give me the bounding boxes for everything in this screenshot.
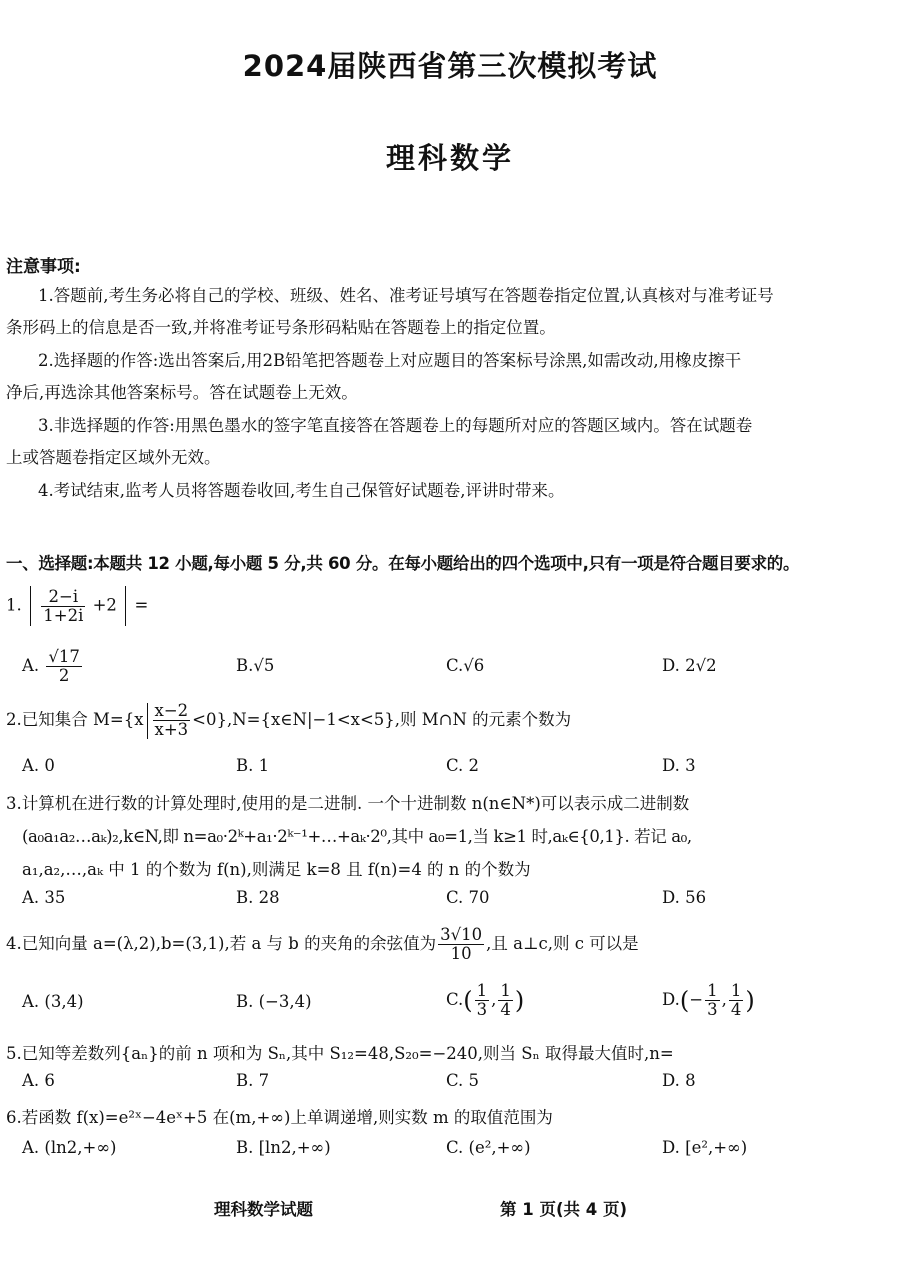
notice-line: 2.选择题的作答:选出答案后,用2B铅笔把答题卷上对应题目的答案标号涂黑,如需改动,用橡皮擦干 (38, 351, 742, 370)
q6-option-b: B. [ln2,+∞) (236, 1138, 331, 1157)
notice-line: 净后,再选涂其他答案标号。答在试题卷上无效。 (6, 383, 358, 402)
q2-option-b: B. 1 (236, 756, 270, 775)
q4-option-b: B. (−3,4) (236, 992, 312, 1011)
q1-option-a-fraction (46, 648, 82, 685)
numerator: x−2 (154, 701, 189, 720)
q4-text-a: 4.已知向量 a=(λ,2),b=(3,1),若 a 与 b 的夹角的余弦值为 (6, 934, 437, 953)
page-number: 第 1 页(共 4 页) (500, 1200, 628, 1219)
q1-option-c: C.√6 (446, 656, 485, 675)
notice-line: 4.考试结束,监考人员将答题卷收回,考生自己保管好试题卷,评讲时带来。 (38, 481, 565, 500)
q2-fraction (153, 702, 191, 739)
abs-bar-right (125, 586, 126, 626)
q4-option-c: C.( $\frac{1}{3}$ , $\frac{1}{4}$ ) (446, 981, 525, 1019)
denominator: 2 (58, 666, 70, 685)
question-2 (6, 702, 571, 739)
question-3-line-1: 3.计算机在进行数的计算处理时,使用的是二进制. 一个十进制数 n(n∈N*)可以表示成二进制数 (6, 794, 690, 813)
q3-option-b: B. 28 (236, 888, 280, 907)
notice-heading: 注意事项: (6, 257, 81, 277)
minus-sign: − (689, 990, 704, 1009)
q4-fraction (438, 926, 484, 963)
q3-option-d: D. 56 (662, 888, 707, 907)
q6-option-a: A. (ln2,+∞) (22, 1138, 117, 1157)
numerator: 1 (476, 981, 488, 1000)
q2-brace: {x (123, 710, 144, 729)
q5-option-b: B. 7 (236, 1071, 270, 1090)
q1-option-a (22, 648, 84, 685)
option-label: A. (22, 656, 40, 675)
subject-title: 理科数学 (385, 141, 514, 175)
q5-option-d: D. 8 (662, 1071, 696, 1090)
q2-option-a: A. 0 (22, 756, 55, 775)
q3-option-a: A. 35 (22, 888, 66, 907)
q5-option-c: C. 5 (446, 1071, 480, 1090)
footer-subject: 理科数学试题 (214, 1200, 313, 1219)
exam-title: 2024届陕西省第三次模拟考试 (242, 49, 658, 83)
q2-option-d: D. 3 (662, 756, 696, 775)
q1-fraction (41, 588, 85, 625)
question-6: 6.若函数 f(x)=e²ˣ−4eˣ+5 在(m,+∞)上单调递增,则实数 m 的取值范围为 (6, 1108, 553, 1127)
q1-rest: +2 (92, 595, 117, 615)
q2-text-b: <0},N={x∈N|−1<x<5},则 M∩N 的元素个数为 (192, 710, 572, 729)
q1-numerator: 2−i (41, 588, 85, 607)
question-4 (6, 926, 639, 963)
q4-option-d: D.(− $\frac{1}{3}$ , $\frac{1}{4}$ ) (662, 981, 755, 1019)
q1-prefix: 1. (6, 595, 22, 615)
denominator: 4 (730, 1000, 742, 1019)
denominator: 4 (500, 1000, 511, 1019)
numerator: 1 (707, 981, 718, 1000)
notice-line: 条形码上的信息是否一致,并将准考证号条形码粘贴在答题卷上的指定位置。 (6, 318, 556, 337)
denominator: 10 (450, 944, 472, 963)
notice-line: 1.答题前,考生务必将自己的学校、班级、姓名、准考证号填写在答题卷指定位置,认真核对与准考证号 (38, 286, 774, 305)
q1-denominator: 1+2i (43, 605, 84, 625)
q1-option-d: D. 2√2 (662, 656, 717, 675)
question-3-line-3: a₁,a₂,…,aₖ 中 1 的个数为 f(n),则满足 k=8 且 f(n)=4 的 n 的个数为 (22, 860, 531, 879)
numerator: 1 (500, 981, 511, 1000)
denominator: 3 (707, 1000, 718, 1019)
section-heading: 一、选择题:本题共 12 小题,每小题 5 分,共 60 分。在每小题给出的四个选项中,只有一项是符合题目要求的。 (6, 554, 800, 573)
q6-option-c: C. (e²,+∞) (446, 1138, 531, 1157)
denominator: x+3 (154, 720, 189, 739)
option-label: C. (446, 990, 464, 1009)
q1-option-b: B.√5 (236, 656, 275, 675)
q3-option-c: C. 70 (446, 888, 490, 907)
question-1 (6, 586, 148, 626)
set-bar (147, 703, 148, 739)
notice-line: 3.非选择题的作答:用黑色墨水的签字笔直接答在答题卷上的每题所对应的答题区域内。答在试题卷 (38, 416, 753, 435)
question-3-line-2: (a₀a₁a₂…aₖ)₂,k∈N,即 n=a₀·2ᵏ+a₁·2ᵏ⁻¹+…+aₖ·2⁰,其中 a₀=1,当 k≥1 时,aₖ∈{0,1}. 若记 a₀, (22, 827, 692, 846)
question-5: 5.已知等差数列{aₙ}的前 n 项和为 Sₙ,其中 S₁₂=48,S₂₀=−240,则当 Sₙ 取得最大值时,n= (6, 1044, 674, 1063)
q4-text-b: ,且 a⊥c,则 c 可以是 (486, 934, 639, 953)
option-label: D. (662, 990, 680, 1009)
notice-line: 上或答题卷指定区域外无效。 (6, 448, 221, 467)
denominator: 3 (476, 1000, 488, 1019)
q5-option-a: A. 6 (22, 1071, 55, 1090)
numerator: √17 (48, 647, 80, 666)
numerator: 3√10 (440, 925, 483, 944)
q2-option-c: C. 2 (446, 756, 480, 775)
numerator: 1 (730, 981, 742, 1000)
q4-option-a: A. (3,4) (22, 992, 84, 1011)
abs-bar-left (30, 586, 31, 626)
q2-text-a: 2.已知集合 M= (6, 710, 124, 729)
q1-equals: = (134, 595, 149, 615)
q6-option-d: D. [e²,+∞) (662, 1138, 748, 1157)
